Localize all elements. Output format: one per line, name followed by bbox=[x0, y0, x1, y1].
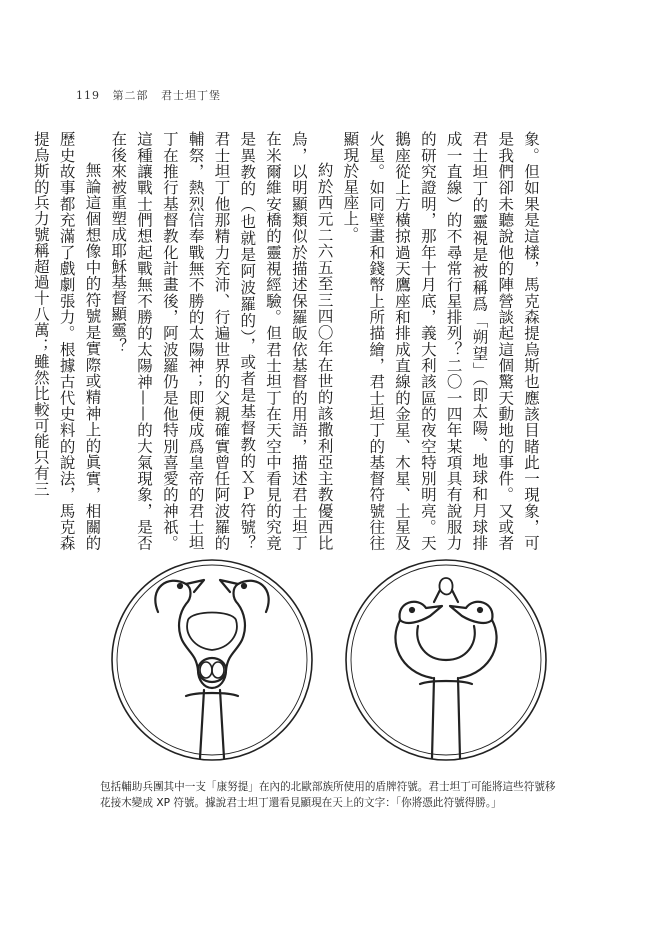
right-shield-emblem bbox=[346, 560, 546, 760]
shield-symbols-figure bbox=[100, 560, 555, 770]
left-shield-emblem bbox=[112, 560, 312, 760]
paragraph: 象。但如果是這樣，馬克森提烏斯也應該目睹此一現象，可是我們卻未聽說他的陣營談起這個驚天動地的事件。又或者君士坦丁的靈視是被稱爲「朔望」（即太陽、地球和月球排成一直線）的不尋常行星排列？二〇一四年某項具有說服力的研究證明，那年十月底，義大利該區的夜空特別明亮。天鵝座從上方橫掠過天鷹座和排成直線的金星、木星、土星及火星。如同壁畫和錢幣上所描繪，君士坦丁的基督符號往往顯現於星座上。 bbox=[341, 131, 540, 551]
paragraph: 約於西元二六五至三四〇年在世的該撒利亞主教優西比烏，以明顯類似於描述保羅皈依基督的用語，描述君士坦丁在米爾維安橋的靈視經驗。但君士坦丁在天空中看見的究竟是異教的（也就是阿波羅的），或者是基督教的ＸＰ符號？君士坦丁他那精力充沛、行遍世界的父親確實曾任阿波羅的輔祭，熱烈信奉戰無不勝的太陽神；即便成爲皇帝的君士坦丁在推行基督教化計畫後，阿波羅仍是他特別喜愛的神祇。這種讓戰士們想起戰無不勝的太陽神——的大氣現象，是否在後來被重塑成耶穌基督顯靈？ bbox=[109, 131, 334, 551]
paragraph: 無論這個想像中的符號是實際或精神上的眞實，相關的歷史故事都充滿了戲劇張力。根據古代史料的說法，馬克森提烏斯的兵力號稱超過十八萬；雖然比較可能只有三 bbox=[31, 131, 102, 551]
running-head bbox=[76, 87, 229, 103]
body-text bbox=[31, 131, 543, 551]
caption-text: 包括輔助兵團其中一支「康努提」在內的北歐部族所使用的盾牌符號。君士坦丁可能將這些符號移花接木變成 XP 符號。據說君士坦丁還看見顯現在天上的文字：「你將憑此符號得勝。」 bbox=[100, 781, 556, 809]
chapter-title: 君士坦丁堡 bbox=[161, 89, 221, 102]
page-number: 119 bbox=[76, 89, 100, 102]
figure-caption bbox=[100, 779, 558, 811]
part-label: 第二部 bbox=[112, 89, 149, 102]
